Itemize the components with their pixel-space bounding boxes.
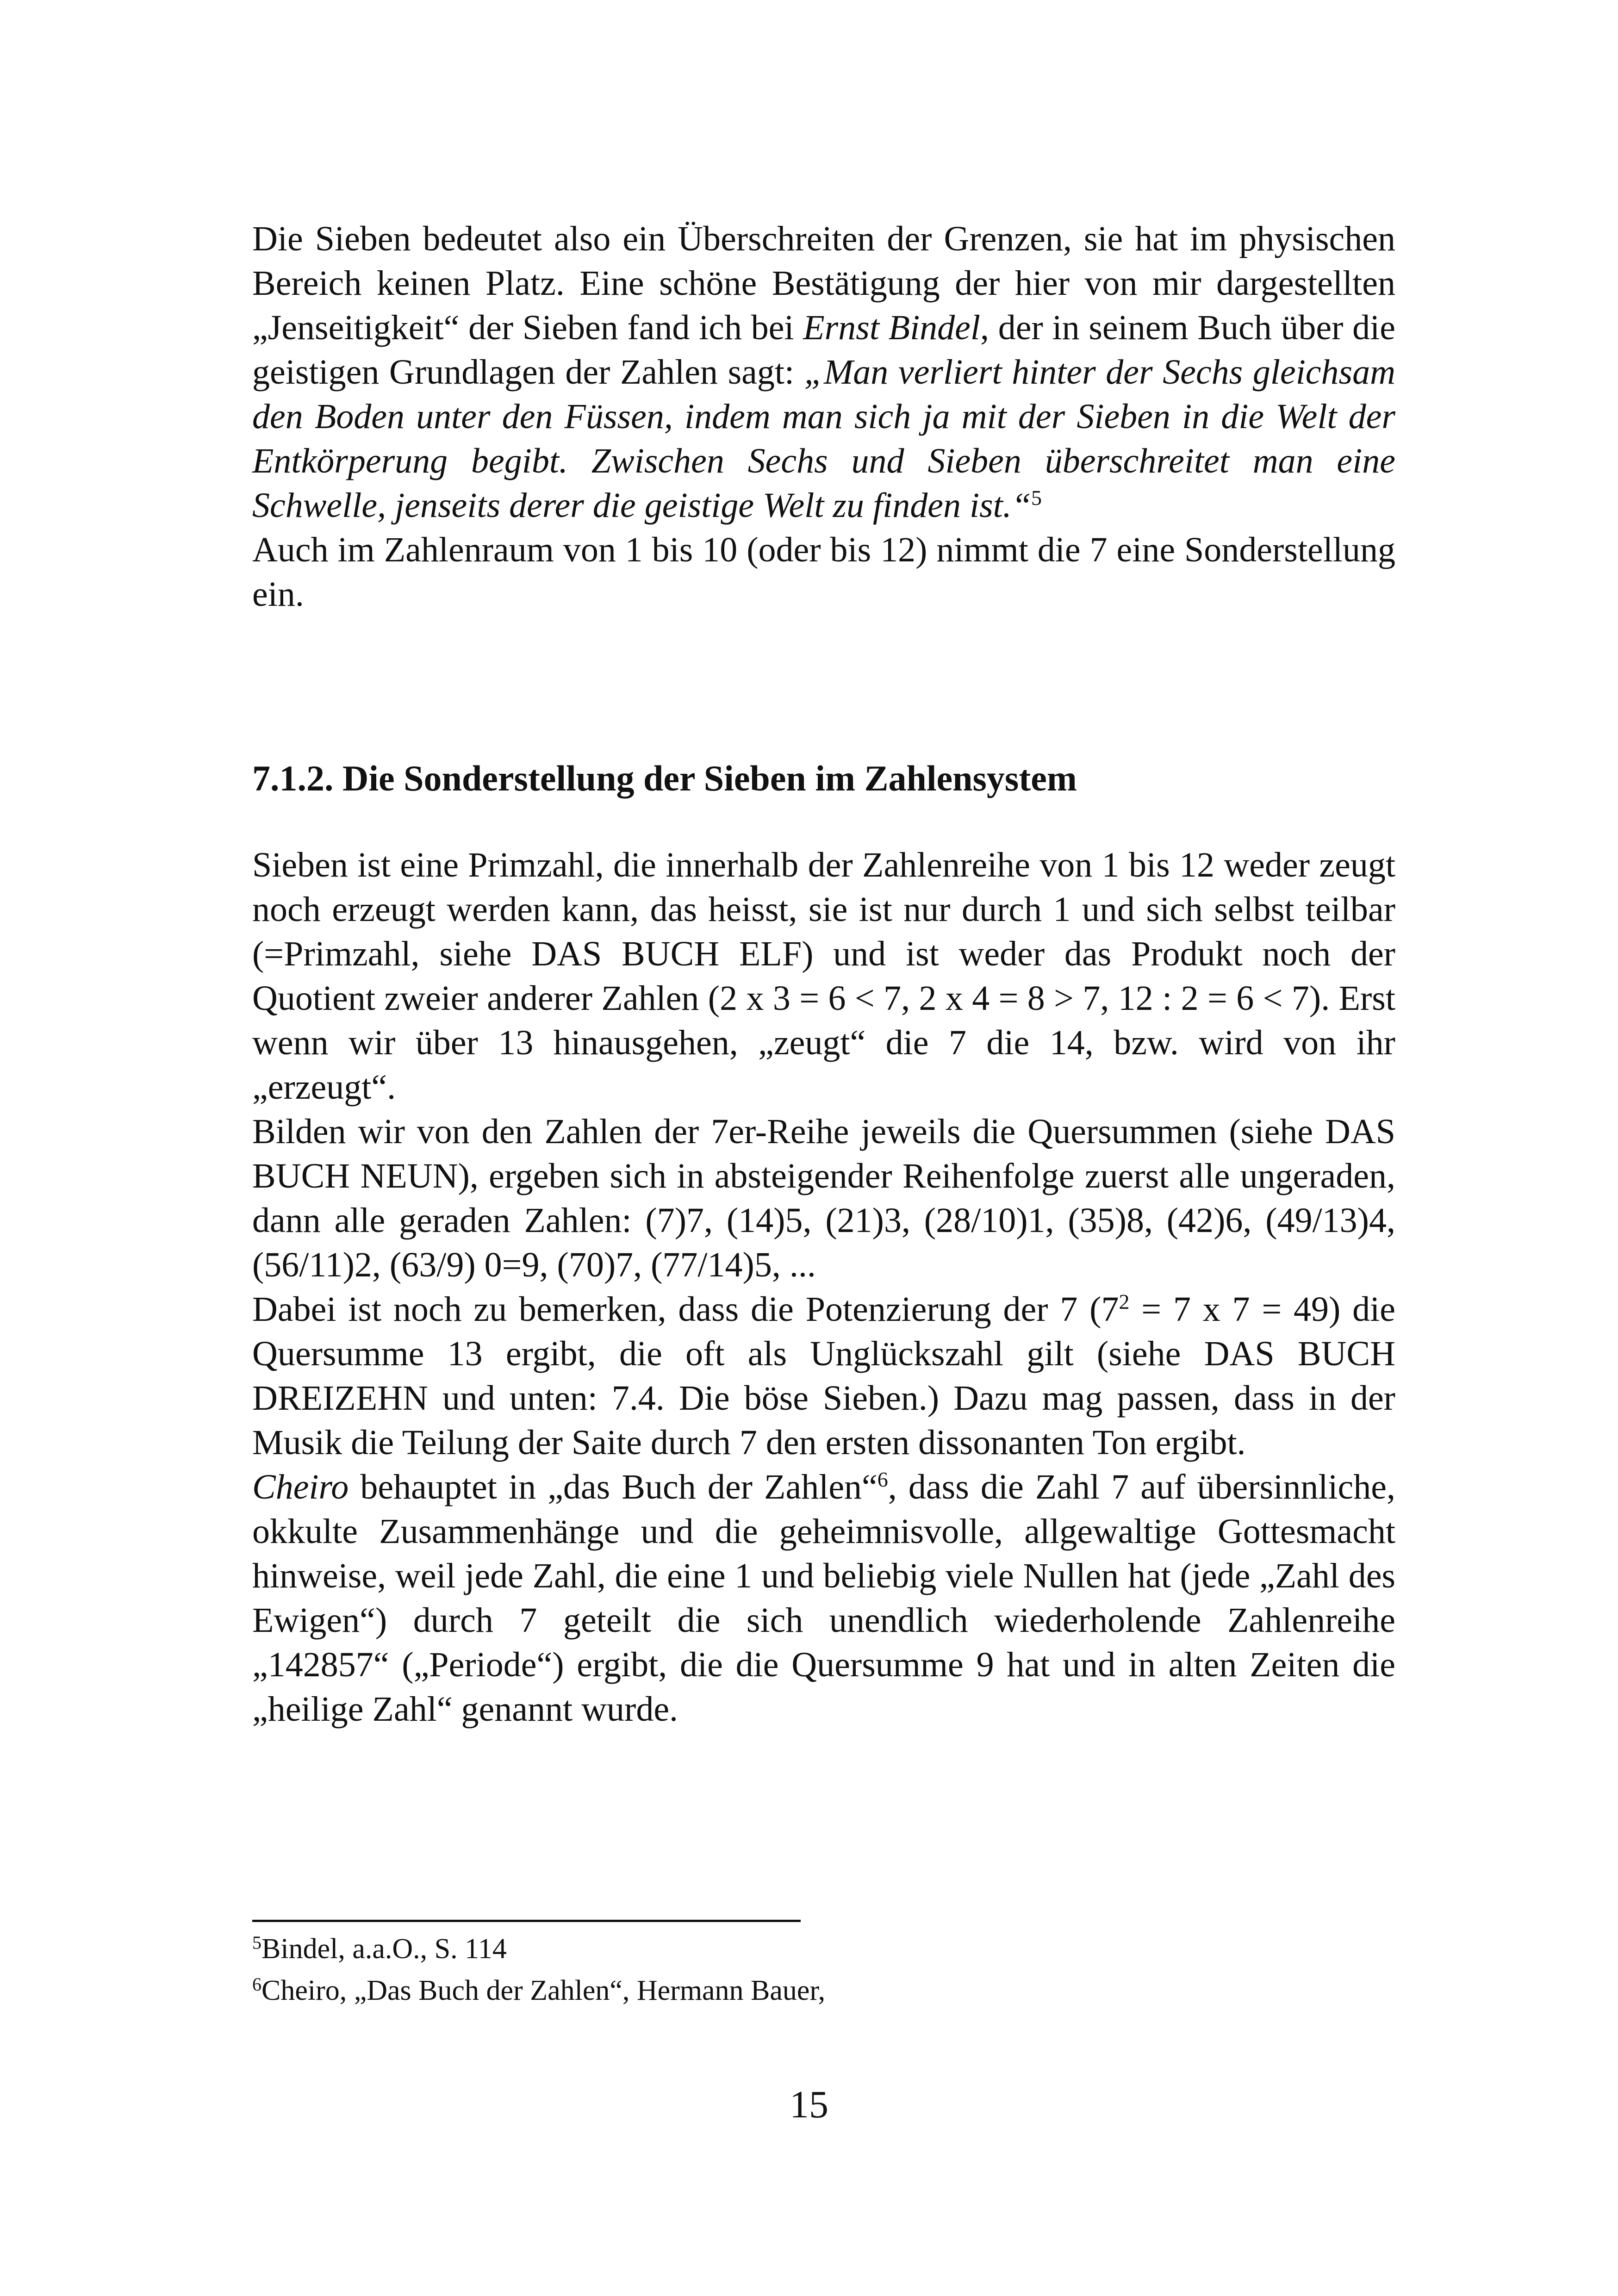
footnote-reference[interactable]: 5 bbox=[1031, 486, 1042, 510]
text-run: Dabei ist noch zu bemerken, dass die Potenzierung der 7 (7 bbox=[252, 1290, 1119, 1329]
footnote-marker: 5 bbox=[252, 1932, 261, 1953]
paragraph bbox=[252, 1287, 1395, 1465]
text-run: Die Sieben bedeutet also ein Überschreiten der Grenzen, sie hat im physischen Bereich keinen Platz. Eine schöne Bestätigung der hier von mir dargestellten „Jenseitigkeit“ der Sieben fand ich bei bbox=[252, 219, 1395, 347]
paragraph bbox=[252, 528, 1395, 616]
paragraph bbox=[252, 1109, 1395, 1287]
text-run: Auch im Zahlenraum von 1 bis 10 (oder bis 12) nimmt die 7 eine Sonderstellung ein. bbox=[252, 530, 1395, 614]
footnote bbox=[252, 1970, 1395, 2011]
section-text-block bbox=[252, 843, 1395, 1731]
footnote bbox=[252, 1928, 1395, 1970]
footnotes bbox=[252, 1928, 1395, 2011]
text-run: = 7 x 7 = 49) die Quersumme 13 ergibt, die oft als Unglückszahl gilt (siehe DAS BUCH DREIZEHN und unten: 7.4. Die böse Sieben.) Dazu mag passen, dass in der Musik die Teilung der Saite durch 7 den ersten dissonanten Ton ergibt. bbox=[252, 1290, 1395, 1462]
text-run: behauptet in „das Buch der Zahlen“ bbox=[348, 1468, 877, 1506]
footnote-divider bbox=[252, 1920, 801, 1922]
section-heading: 7.1.2. Die Sonderstellung der Sieben im Zahlensystem bbox=[252, 758, 1077, 798]
paragraph bbox=[252, 843, 1395, 1109]
text-run: Bilden wir von den Zahlen der 7er-Reihe jeweils die Quersummen (siehe DAS BUCH NEUN), ergeben sich in absteigender Reihenfolge zuerst alle ungeraden, dann alle geraden Zahlen: (7)7, (14)5, (21)3, (28/10)1, (35)8, (42)6, (49/13)4, (56/11)2, (63/9) 0=9, (70)7, (77/14)5, ... bbox=[252, 1112, 1395, 1284]
page-number: 15 bbox=[790, 2083, 828, 2126]
intro-text-block bbox=[252, 217, 1395, 616]
footnote-text: Bindel, a.a.O., S. 114 bbox=[261, 1933, 507, 1965]
footnote-text: Cheiro, „Das Buch der Zahlen“, Hermann Bauer, bbox=[261, 1975, 826, 2006]
exponent: 2 bbox=[1119, 1290, 1130, 1313]
quotation-italic: „Man verliert hinter der Sechs gleichsam den Boden unter den Füssen, indem man sich ja mit der Sieben in die Welt der Entkörperung begibt. Zwischen Sechs und Sieben überschreitet man eine Schwelle, jenseits derer die geistige Welt zu finden ist.“ bbox=[252, 353, 1395, 525]
footnote-marker: 6 bbox=[252, 1974, 261, 1995]
paragraph bbox=[252, 1465, 1395, 1731]
paragraph bbox=[252, 217, 1395, 528]
author-name-italic: Ernst Bindel bbox=[803, 308, 981, 347]
text-run: , der in seinem Buch über die geistigen Grundlagen der Zahlen sagt: bbox=[252, 308, 1396, 392]
footnote-reference[interactable]: 6 bbox=[877, 1468, 888, 1491]
text-run: , dass die Zahl 7 auf übersinnliche, okkulte Zusammenhänge und die geheimnisvolle, allgewaltige Gottesmacht hinweise, weil jede Zahl, die eine 1 und beliebig viele Nullen hat (jede „Zahl des Ewigen“) durch 7 geteilt die sich unendlich wiederholende Zahlenreihe „142857“ („Periode“) ergibt, die die Quersumme 9 hat und in alten Zeiten die „heilige Zahl“ genannt wurde. bbox=[252, 1468, 1395, 1729]
author-name-italic: Cheiro bbox=[252, 1468, 349, 1506]
text-run: Sieben ist eine Primzahl, die innerhalb der Zahlenreihe von 1 bis 12 weder zeugt noch erzeugt werden kann, das heisst, sie ist nur durch 1 und sich selbst teilbar (=Primzahl, siehe DAS BUCH ELF) und ist weder das Produkt noch der Quotient zweier anderer Zahlen (2 x 3 = 6 < 7, 2 x 4 = 8 > 7, 12 : 2 = 6 < 7). Erst wenn wir über 13 hinausgehen, „zeugt“ die 7 die 14, bzw. wird von ihr „erzeugt“. bbox=[252, 846, 1395, 1107]
